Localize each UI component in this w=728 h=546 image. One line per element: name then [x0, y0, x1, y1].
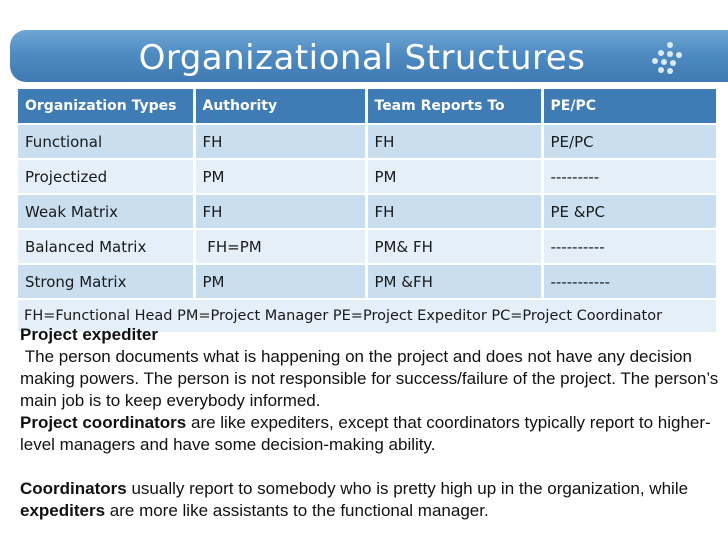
column-header: Authority — [194, 89, 366, 124]
table-row — [18, 159, 716, 194]
comparison-text-1: usually report to somebody who is pretty high up in the organization, while — [126, 479, 689, 498]
table-cell: FH — [366, 194, 542, 229]
comparison-text-2: are more like assistants to the functional manager. — [105, 501, 489, 520]
table-cell: ----------- — [542, 264, 716, 299]
column-header: Organization Types — [18, 89, 194, 124]
table-cell: --------- — [542, 159, 716, 194]
table-cell: FH — [194, 124, 366, 159]
table-cell: PM &FH — [366, 264, 542, 299]
column-header: Team Reports To — [366, 89, 542, 124]
term-expediters: expediters — [20, 501, 106, 520]
column-header: PE/PC — [542, 89, 716, 124]
expediter-description — [20, 346, 724, 412]
table-header-row — [18, 89, 716, 124]
table-cell: Balanced Matrix — [18, 229, 194, 264]
section-heading: Project expediter — [20, 325, 158, 344]
slide-title — [0, 38, 728, 78]
table-row — [18, 194, 716, 229]
abbreviation-legend: FH=Functional Head PM=Project Manager PE=Project Expeditor PC=Project Coordinator — [18, 299, 716, 333]
explanation-text — [20, 324, 724, 522]
table-cell: FH=PM — [194, 229, 366, 264]
table-cell: Strong Matrix — [18, 264, 194, 299]
table-cell: FH — [366, 124, 542, 159]
table-cell: ---------- — [542, 229, 716, 264]
table-cell: PM — [194, 264, 366, 299]
table-row — [18, 124, 716, 159]
coordinator-description — [20, 412, 720, 456]
expediter-paragraph: The person documents what is happening on the project and does not have any decision making powers. The person is not responsible for success/failure of the project. The person’s main job is to keep everybody informed. — [20, 347, 724, 410]
term-coordinators: Project coordinators — [20, 413, 187, 432]
table-cell: PM — [366, 159, 542, 194]
coordinator-text: are like expediters, except that coordinators typically report to higher-level managers and have some decision-making ability. — [20, 413, 711, 454]
table-row — [18, 229, 716, 264]
dots-logo-icon — [652, 42, 688, 74]
slide-title-text: Organizational Structures — [138, 38, 586, 78]
table-cell: Weak Matrix — [18, 194, 194, 229]
table-cell: PE/PC — [542, 124, 716, 159]
table-cell: PE &PC — [542, 194, 716, 229]
table-cell: Projectized — [18, 159, 194, 194]
table-row — [18, 264, 716, 299]
table-cell: Functional — [18, 124, 194, 159]
term-coordinators-2: Coordinators — [20, 479, 127, 498]
comparison-description — [20, 478, 720, 522]
table-cell: FH — [194, 194, 366, 229]
org-structure-table — [18, 89, 716, 334]
table-cell: PM& FH — [366, 229, 542, 264]
table-cell: PM — [194, 159, 366, 194]
